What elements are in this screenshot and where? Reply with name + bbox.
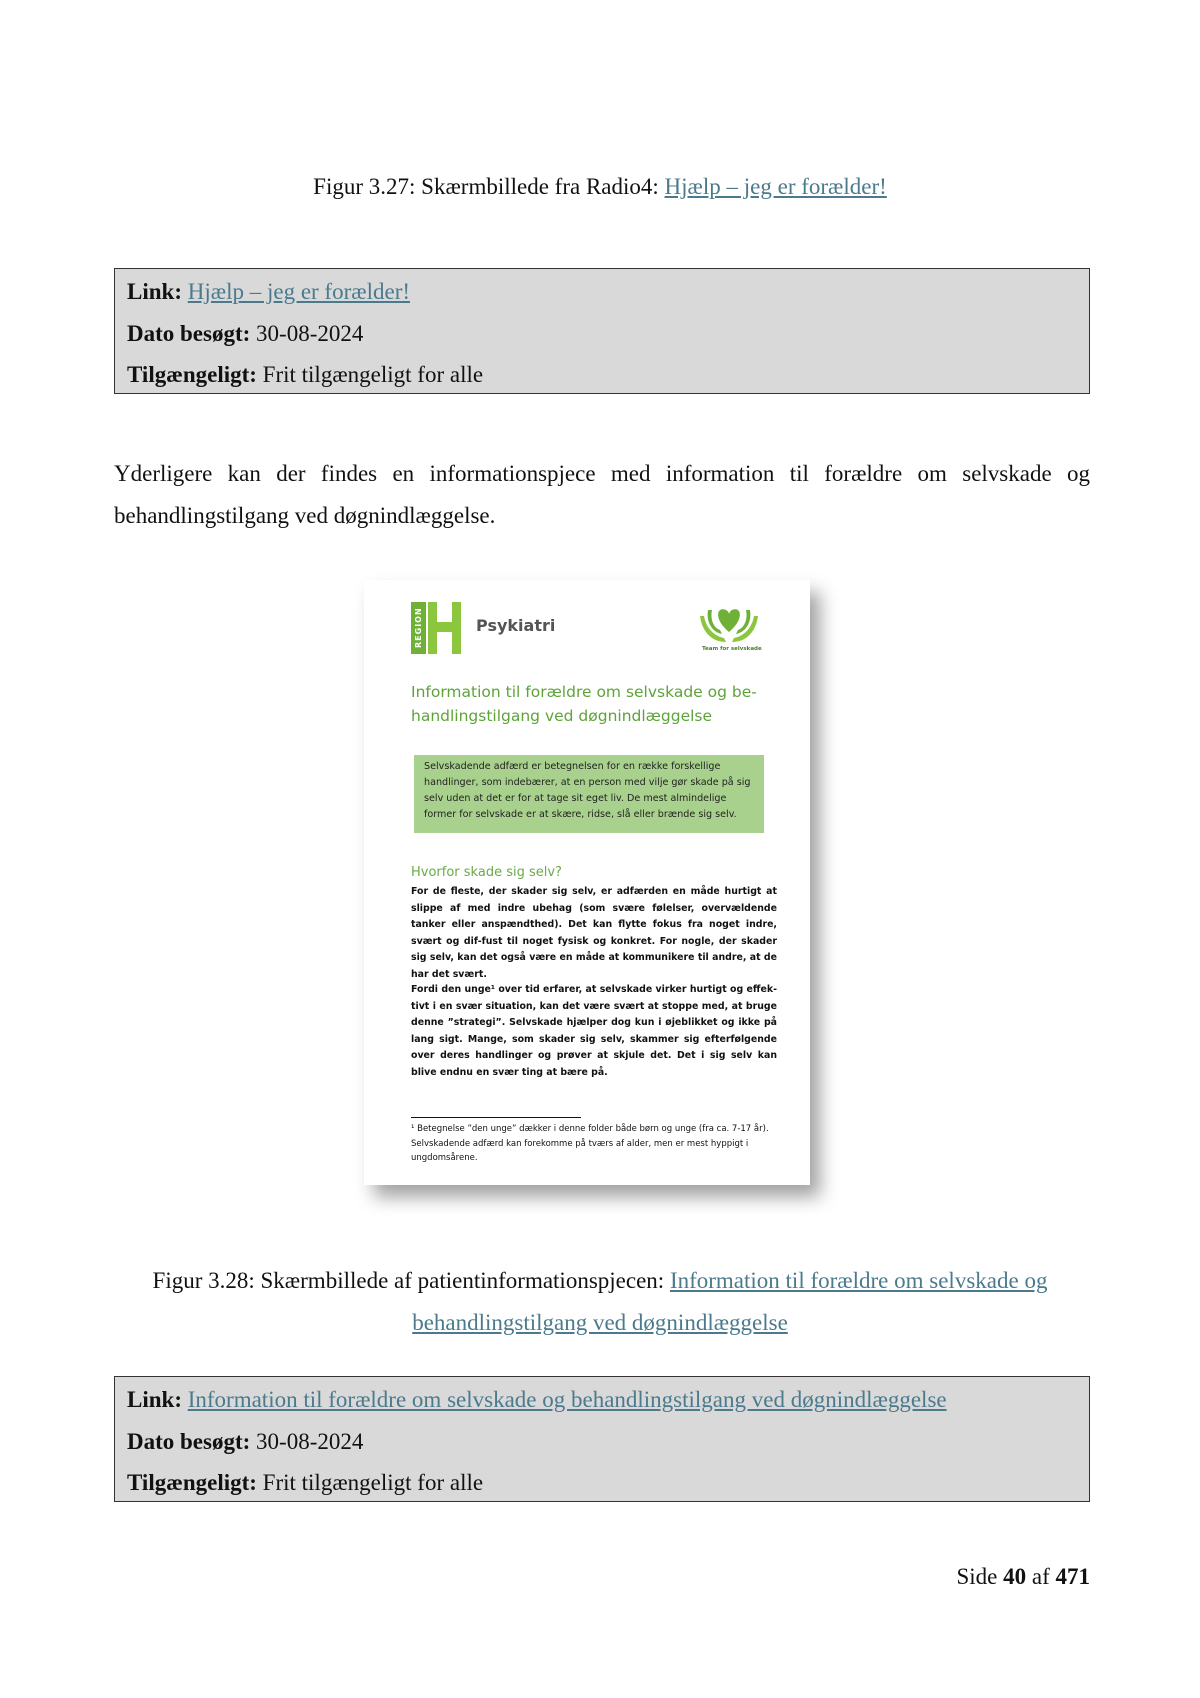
total-pages: 471 bbox=[1055, 1564, 1090, 1589]
date-value: 30-08-2024 bbox=[256, 1428, 364, 1454]
region-h-logo-icon bbox=[411, 602, 461, 654]
date-label: Dato besøgt: bbox=[127, 1428, 251, 1454]
access-value: Frit tilgængeligt for alle bbox=[262, 362, 484, 387]
date-label: Dato besøgt: bbox=[127, 320, 251, 346]
pamphlet-paragraph-1: For de fleste, der skader sig selv, er adfærden en måde hurtigt at slippe af med indre ubehag (som svære følelser, overvældende tanker eller anspændthed). Det kan flytte fokus fra noget indre, svært og dif-fust til noget fysisk og konkret. For nogle, der skader sig selv, kan det også være en måde at kommunikere til andre, at de har det svært. bbox=[411, 886, 777, 980]
source-info-box bbox=[114, 268, 1090, 394]
caption-text: Figur 3.28: Skærmbillede af patientinformationspjecen: bbox=[152, 1268, 670, 1293]
figure-caption-3-28 bbox=[120, 1260, 1080, 1344]
source-info-box bbox=[114, 1376, 1090, 1502]
date-row bbox=[127, 1421, 1077, 1463]
pamphlet-page bbox=[364, 580, 810, 1185]
access-label: Tilgængeligt: bbox=[127, 362, 257, 387]
link-label: Link: bbox=[127, 279, 182, 304]
pamphlet-paragraph-2: Fordi den unge¹ over tid erfarer, at selvskade virker hurtigt og effek-tivt i en svær situation, kan det være svært at stoppe med, at bruge denne ”strategi”. Selvskade hjælper dog kun i øjeblikket og ikke på lang sigt. Mange, som skader sig selv, skammer sig efterfølgende over deres handlinger og prøver at skjule det. Det i sig selv kan blive endnu en svær ting at bære på. bbox=[411, 984, 777, 1078]
page-prefix: Side bbox=[956, 1564, 1004, 1589]
pamphlet-title: Information til forældre om selvskade og be-handlingstilgang ved døgnindlæggelse bbox=[411, 683, 757, 725]
caption-text: Figur 3.27: Skærmbillede fra Radio4: bbox=[313, 174, 665, 199]
source-link[interactable]: Information til forældre om selvskade og behandlingstilgang ved døgnindlæggelse bbox=[187, 1387, 947, 1412]
link-label: Link: bbox=[127, 1387, 182, 1412]
page-number bbox=[956, 1564, 1090, 1590]
team-label: Team for selvskade bbox=[702, 646, 762, 652]
figure-caption-3-27 bbox=[0, 166, 1200, 208]
date-value: 30-08-2024 bbox=[256, 320, 364, 346]
pamphlet-intro-box: Selvskadende adfærd er betegnelsen for en række forskellige handlinger, som indebærer, at en person med vilje gør skade på sig selv uden at det er for at tage sit eget liv. De mest almindelige former for selvskade er at skære, ridse, slå eller brænde sig selv. bbox=[414, 755, 764, 833]
access-row bbox=[127, 354, 1077, 396]
pamphlet-footnote: ¹ Betegnelse ”den unge” dækker i denne folder både børn og unge (fra ca. 7-17 år). Selvskadende adfærd kan forekomme på tværs af alder, men er mest hyppigt i ungdomsårene. bbox=[411, 1124, 769, 1163]
org-name: Psykiatri bbox=[476, 616, 556, 635]
access-row bbox=[127, 1462, 1077, 1504]
caption-link[interactable]: Hjælp – jeg er forælder! bbox=[664, 174, 887, 199]
access-label: Tilgængeligt: bbox=[127, 1470, 257, 1495]
current-page: 40 bbox=[1003, 1564, 1027, 1589]
source-link[interactable]: Hjælp – jeg er forælder! bbox=[187, 279, 411, 304]
region-logo-text: REGION bbox=[411, 602, 426, 654]
link-row bbox=[127, 1379, 1077, 1421]
page-middle: af bbox=[1026, 1564, 1056, 1589]
link-row bbox=[127, 271, 1077, 313]
body-paragraph: Yderligere kan der findes en informationspjece med information til forældre om selvskade og behandlingstilgang ved døgnindlæggelse. bbox=[114, 461, 1090, 528]
footnote-rule bbox=[411, 1117, 581, 1118]
access-value: Frit tilgængeligt for alle bbox=[262, 1470, 484, 1495]
pamphlet-subheading: Hvorfor skade sig selv? bbox=[411, 865, 562, 880]
date-row bbox=[127, 313, 1077, 355]
hands-heart-icon bbox=[694, 602, 764, 652]
caption-link[interactable]: Information til forældre om selvskade og behandlingstilgang ved døgnindlæggelse bbox=[412, 1268, 1048, 1335]
pamphlet-screenshot bbox=[364, 580, 810, 1185]
